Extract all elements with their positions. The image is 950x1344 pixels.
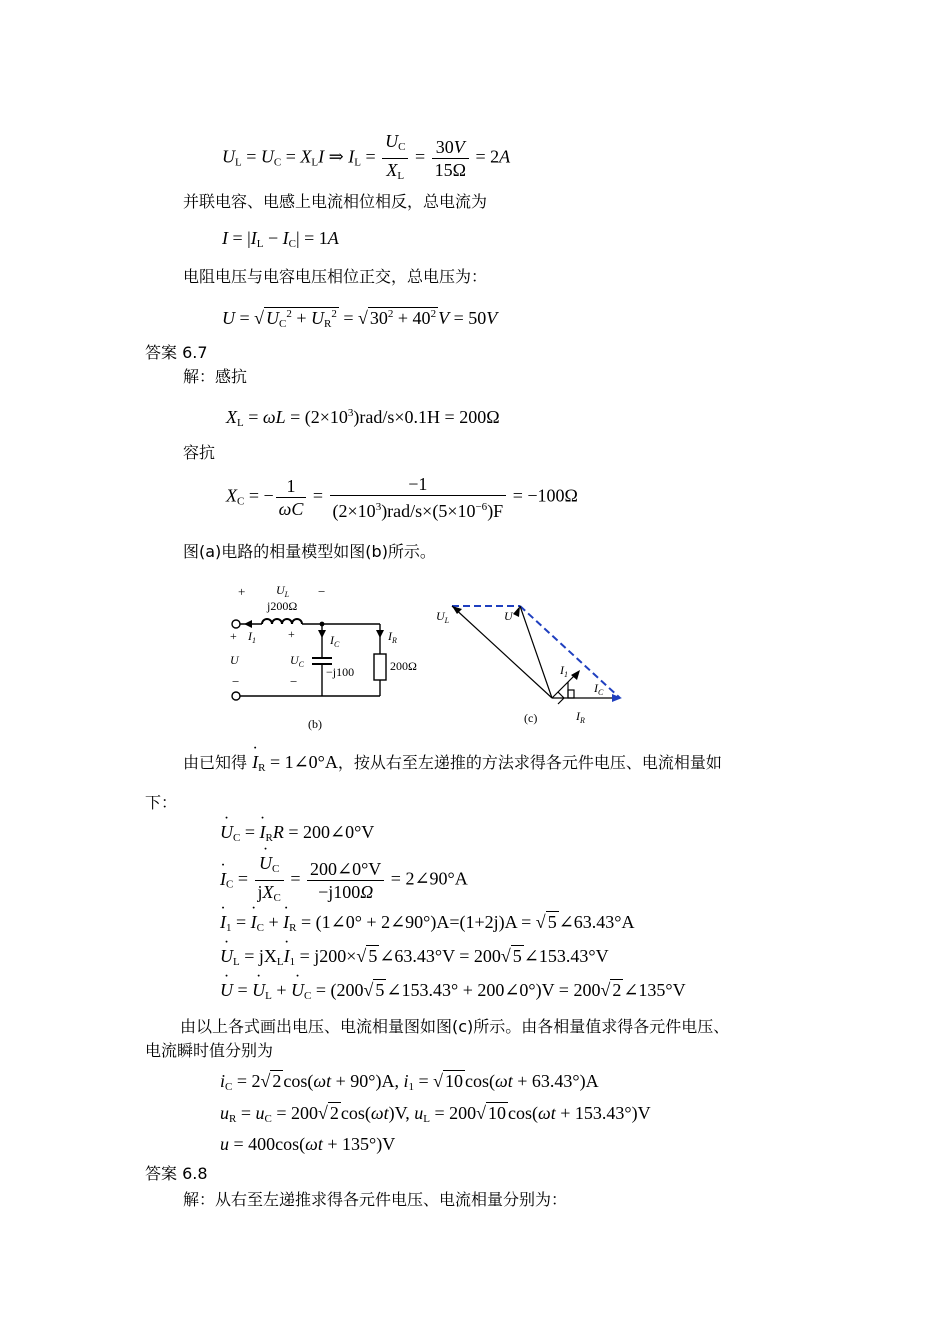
phasor-diagram-c	[428, 590, 638, 736]
circuit-caption-b: (b)	[308, 717, 322, 731]
equation-xc: $X_C$ = − $\frac{1}{\omega C}$ = $\frac{-1}{(2\times 10^3)rad/s\times(5\times 10^{-6})F}$ = −100Ω	[226, 474, 578, 521]
phasor-model-text: 图(a)电路的相量模型如图(b)所示。	[183, 542, 436, 561]
equation-ic-i1-time: $i_C = 2√$ 2 cos(ωt + 90°)A, $i_1$ = √ 10 cos(ωt + 63.43°)A	[220, 1071, 599, 1093]
circuit-label-ic: $I_C$	[330, 633, 340, 649]
capacitive-text: 容抗	[183, 443, 216, 462]
phasor-label-ul: $U_L$	[436, 609, 450, 625]
circuit-diagram-b	[222, 578, 442, 738]
solution-6-8-text: 解：从右至左递推求得各元件电压、电流相量分别为：	[183, 1190, 568, 1209]
known-ir-cont: 下：	[145, 793, 178, 812]
circuit-minus-mid: −	[290, 674, 298, 689]
circuit-label-minus-j100: −j100	[326, 665, 355, 679]
circuit-plus-mid: +	[288, 627, 295, 641]
draw-text-line2: 电流瞬时值分别为	[145, 1041, 274, 1060]
voltage-orthogonal-text: 电阻电压与电容电压相位正交，总电压为：	[183, 267, 488, 286]
circuit-minus-left: −	[232, 674, 240, 689]
phasor-label-ir: $I_R$	[576, 709, 585, 725]
answer-6-8-heading: 答案 6.8	[145, 1164, 208, 1183]
equation-ur-ul-time: $u_R = u_C = 200√$ 2 cos(ωt)V, $u_L = 200√$ 10 cos(ωt + 153.43°)V	[220, 1103, 651, 1125]
solution-inductive-text: 解：感抗	[183, 367, 248, 386]
equation-total-voltage: U = √ $U_C^2 + U_R^2$ = √ $30^2 + 40^2$ V = 50V	[222, 308, 498, 330]
equation-uc: · $U_C$ = · $I_RR$ = 200∠0°V	[220, 822, 374, 848]
equation-i1: · $I_1$ = · $I_C$ + · $I_R$ = (1∠0° + 2∠90°)A=(1+2j)A = √ 5 ∠63.43°A	[220, 912, 634, 938]
phasor-label-u: U	[504, 609, 513, 623]
parallel-current-text: 并联电容、电感上电流相位相反，总电流为	[183, 192, 488, 211]
phasor-label-ic: $I_C$	[594, 681, 604, 697]
draw-text-line1: 由以上各式画出电压、电流相量图如图(c)所示。由各相量值求得各元件电压、	[180, 1017, 730, 1036]
circuit-plus-left: +	[230, 629, 237, 643]
circuit-label-200: 200Ω	[390, 659, 417, 673]
circuit-label-ir: $I_R$	[388, 629, 397, 645]
phasor-label-i1: $I_1$	[560, 663, 568, 679]
answer-6-7-heading: 答案 6.7	[145, 343, 208, 362]
equation-ul: · $U_L = jX_L\cdot I_1 = j200\times√$ 5 ∠63.43°V = 200√ 5 ∠153.43°V	[220, 946, 609, 972]
circuit-label-ul: $U_L$	[276, 583, 290, 599]
circuit-plus-top: +	[238, 584, 246, 599]
equation-u: · U = · $U_L$ + · $U_C = (200√$ 5 ∠153.43° + 200∠0°)V = 200√ 2 ∠135°V	[220, 980, 686, 1006]
equation-u-time: u = 400cos(ωt + 135°)V	[220, 1134, 396, 1154]
circuit-label-i1: $I_1$	[248, 629, 256, 645]
known-ir-line: 由已知得 · $I_R$ = 1∠0°A，按从右至左递推的方法求得各元件电压、电流相量如	[183, 752, 722, 778]
circuit-label-u: U	[230, 653, 239, 667]
equation-total-current: $I = |I_L - I_C| = 1A$	[222, 228, 339, 250]
circuit-minus-top: −	[318, 584, 326, 599]
equation-xl: $X_L = \omega L = (2\times 10^3)rad/s\times 0.1H = 200\Omega$	[226, 407, 500, 429]
circuit-label-uc: $U_C$	[290, 653, 305, 669]
equation-ic: · $I_C$ = · $\frac{U_C}{jX_C}$ = $\frac{200\angle 0^\circ V}{-j100\Omega}$ = 2∠90°A	[220, 852, 468, 909]
phasor-caption-c: (c)	[524, 711, 538, 725]
equation-il: $U_L = U_C = X_LI$ ⇒ $I_L$ = $\frac{U_C}{X_L}$ = $\frac{30V}{15\Omega}$ = 2A	[222, 131, 511, 182]
circuit-label-j200: j200Ω	[267, 599, 298, 613]
